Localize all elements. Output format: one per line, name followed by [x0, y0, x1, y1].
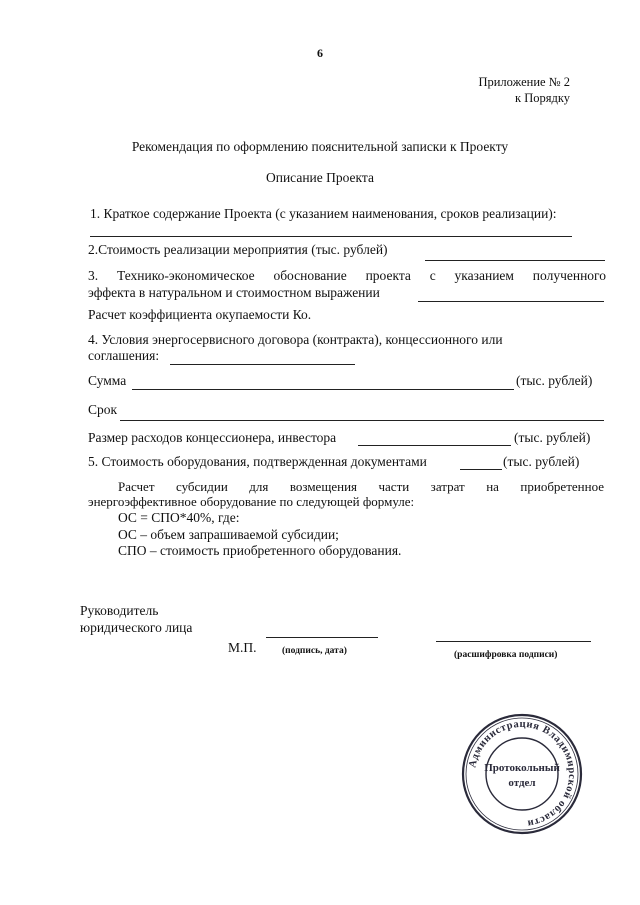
appendix-line-1: Приложение № 2 [478, 75, 570, 89]
subsidy-formula: ОС = СПО*40%, где: [118, 510, 240, 525]
expenses-label: Размер расходов концессионера, инвестора [88, 430, 337, 445]
item-1-fill-line [90, 236, 572, 237]
subsidy-definition-1: ОС – объем запрашиваемой субсидии; [118, 527, 339, 542]
subsidy-line-1: Расчет субсидии для возмещения части затрат на приобретенное [118, 479, 604, 494]
organization-stamp [460, 712, 584, 836]
signature-fill-line [266, 637, 378, 638]
item-4-fill-line [170, 364, 355, 365]
stamp-center-line-2: отдел [508, 777, 536, 789]
stamp-outer-ring [463, 715, 581, 833]
signature-decode-caption: (расшифровка подписи) [454, 650, 558, 660]
term-label: Срок [88, 402, 118, 417]
head-title-line-1: Руководитель [80, 603, 159, 618]
stamp-outer-inner-ring [466, 718, 578, 830]
subsidy-definition-2: СПО – стоимость приобретенного оборудования. [118, 543, 402, 558]
subsidy-line-2: энергоэффективное оборудование по следующей формуле: [88, 494, 415, 509]
appendix-line-2: к Порядку [515, 91, 570, 105]
item-2-fill-line [425, 260, 605, 261]
signature-caption: (подпись, дата) [282, 646, 347, 656]
item-5-fill-line [460, 469, 502, 470]
item-5-unit: (тыс. рублей) [503, 454, 580, 469]
term-fill-line [120, 420, 604, 421]
item-5-text: 5. Стоимость оборудования, подтвержденная документами [88, 454, 427, 469]
item-3-fill-line [418, 301, 604, 302]
stamp-ring-text: Администрация Владимирской области [467, 718, 578, 829]
page-number: 6 [317, 46, 323, 60]
payback-text: Расчет коэффициента окупаемости Ко. [88, 307, 312, 322]
section-title: Описание Проекта [265, 170, 374, 185]
expenses-unit: (тыс. рублей) [514, 430, 591, 445]
sum-unit: (тыс. рублей) [516, 373, 593, 388]
expenses-fill-line [358, 445, 511, 446]
appendix-reference [478, 74, 570, 106]
seal-place-label: М.П. [228, 640, 257, 655]
document-title: Рекомендация по оформлению пояснительной записки к Проекту [131, 139, 509, 154]
stamp-inner-ring [486, 738, 558, 810]
sum-fill-line [132, 389, 514, 390]
sum-label: Сумма [88, 373, 127, 388]
item-2-text: 2.Стоимость реализации мероприятия (тыс. рублей) [88, 242, 388, 257]
signature-decode-fill-line [436, 641, 591, 642]
item-3-line-1: 3. Технико-экономическое обоснование проекта с указанием полученного [88, 268, 606, 283]
item-4-line-2: соглашения: [88, 348, 160, 363]
item-3-line-2: эффекта в натуральном и стоимостном выражении [88, 285, 380, 300]
item-4-line-1: 4. Условия энергосервисного договора (контракта), концессионного или [88, 332, 503, 347]
item-1-text: 1. Краткое содержание Проекта (с указанием наименования, сроков реализации): [90, 206, 557, 221]
stamp-center-line-1: Протокольный [484, 762, 560, 774]
head-title-line-2: юридического лица [80, 620, 193, 635]
